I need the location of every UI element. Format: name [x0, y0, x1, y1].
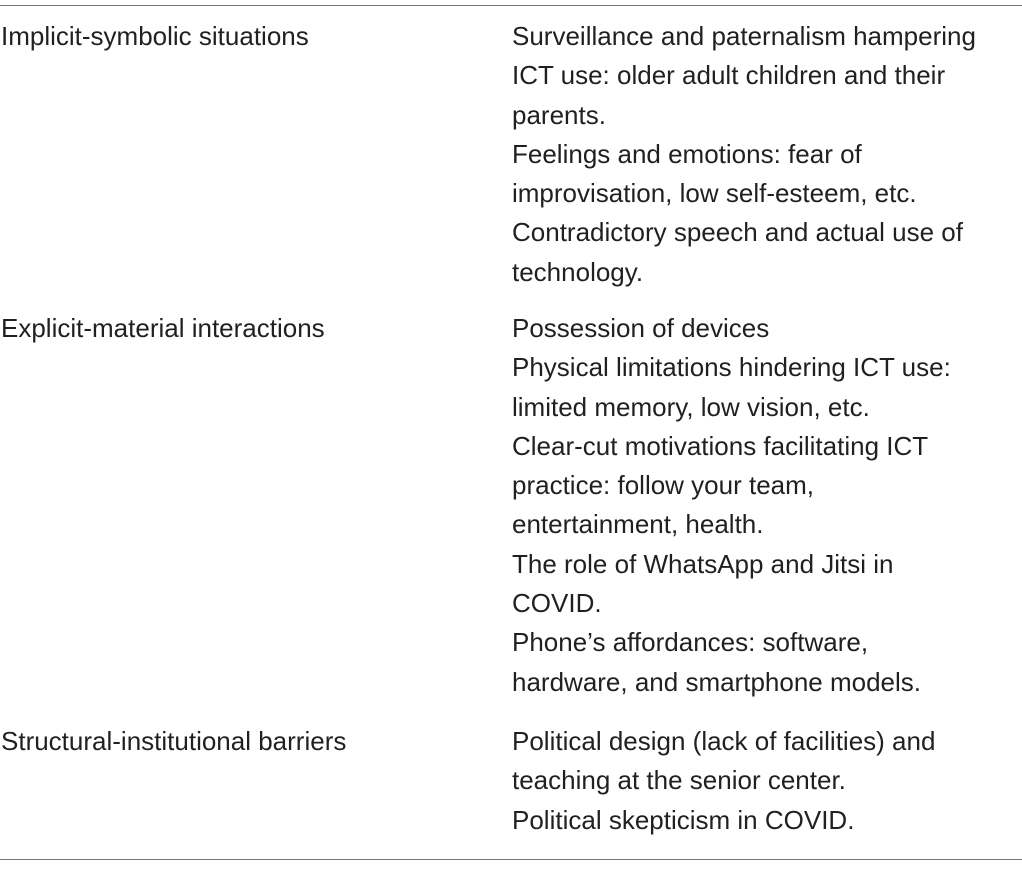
row-category: Implicit-symbolic situations — [1, 21, 309, 51]
row-description — [512, 722, 1018, 840]
description-line: Clear-cut motivations facilitating ICT — [512, 430, 929, 461]
description-line: Political design (lack of facilities) and — [512, 726, 936, 756]
row-category: Explicit-material interactions — [1, 313, 325, 343]
table-bottom-rule — [0, 859, 1022, 860]
description-line: Possession of devices — [512, 313, 770, 343]
description-line: Phone’s affordances: software, — [512, 627, 869, 658]
description-line: limited memory, low vision, etc. — [512, 391, 870, 422]
description-line: ICT use: older adult children and their — [512, 60, 946, 91]
description-line: parents. — [512, 99, 606, 130]
description-line: Feelings and emotions: fear of — [512, 138, 862, 169]
description-line: The role of WhatsApp and Jitsi in — [512, 548, 894, 579]
description-line: Surveillance and paternalism hampering — [512, 21, 976, 51]
description-line: Contradictory speech and actual use of — [512, 217, 963, 248]
row-category: Structural-institutional barriers — [1, 726, 347, 756]
description-line: teaching at the senior center. — [512, 765, 846, 796]
description-line: practice: follow your team, — [512, 470, 815, 501]
row-description — [512, 309, 1018, 702]
description-line: technology. — [512, 256, 644, 287]
description-line: COVID. — [512, 588, 602, 619]
description-line: hardware, and smartphone models. — [512, 666, 922, 697]
description-line: Political skepticism in COVID. — [512, 804, 855, 835]
table-top-rule — [0, 5, 1022, 6]
description-line: entertainment, health. — [512, 509, 764, 540]
description-line: Physical limitations hindering ICT use: — [512, 352, 951, 383]
row-description — [512, 17, 1018, 292]
description-line: improvisation, low self-esteem, etc. — [512, 178, 917, 209]
